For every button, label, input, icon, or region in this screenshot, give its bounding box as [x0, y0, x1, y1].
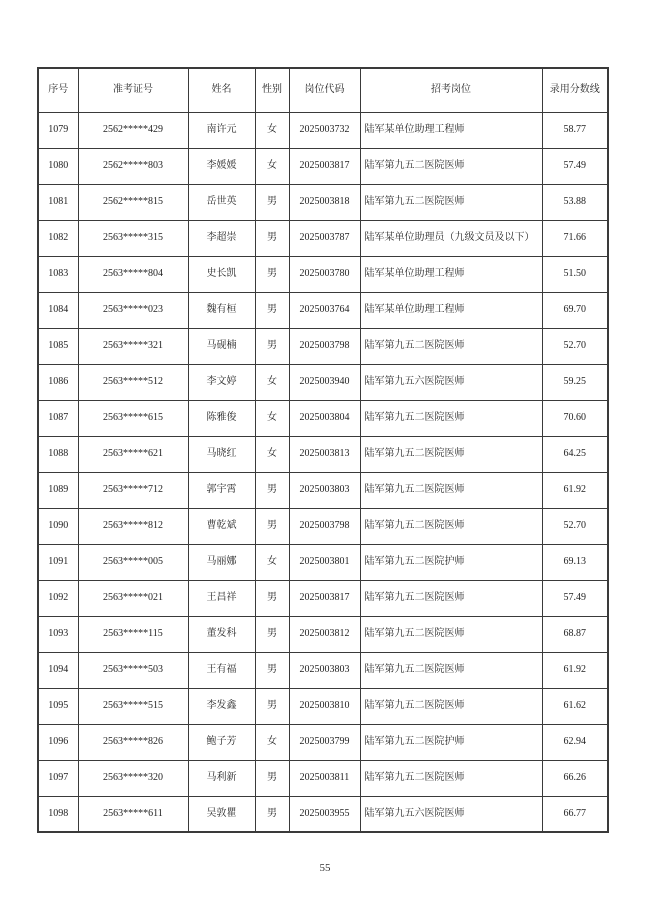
cell-seq: 1094 [38, 652, 78, 688]
cell-name: 马丽娜 [188, 544, 255, 580]
cell-position: 陆军第九五二医院医师 [360, 580, 542, 616]
cell-seq: 1082 [38, 220, 78, 256]
cell-score-line: 70.60 [542, 400, 608, 436]
cell-score-line: 66.77 [542, 796, 608, 832]
cell-seq: 1079 [38, 112, 78, 148]
cell-exam-id: 2563*****611 [78, 796, 188, 832]
cell-position: 陆军第九五二医院护师 [360, 724, 542, 760]
cell-position-code: 2025003764 [289, 292, 360, 328]
cell-seq: 1096 [38, 724, 78, 760]
cell-score-line: 58.77 [542, 112, 608, 148]
cell-name: 史长凯 [188, 256, 255, 292]
cell-exam-id: 2563*****621 [78, 436, 188, 472]
cell-gender: 男 [255, 796, 289, 832]
cell-exam-id: 2563*****826 [78, 724, 188, 760]
cell-seq: 1092 [38, 580, 78, 616]
table-row [38, 400, 608, 436]
cell-score-line: 69.70 [542, 292, 608, 328]
cell-position-code: 2025003817 [289, 148, 360, 184]
cell-position-code: 2025003803 [289, 472, 360, 508]
cell-seq: 1090 [38, 508, 78, 544]
table-row [38, 544, 608, 580]
table-row [38, 364, 608, 400]
cell-seq: 1091 [38, 544, 78, 580]
cell-exam-id: 2563*****320 [78, 760, 188, 796]
cell-name: 马利新 [188, 760, 255, 796]
cell-position-code: 2025003799 [289, 724, 360, 760]
header-cell-position-code: 岗位代码 [289, 68, 360, 112]
table-row [38, 328, 608, 364]
cell-name: 魏有桓 [188, 292, 255, 328]
cell-name: 曹乾斌 [188, 508, 255, 544]
cell-score-line: 57.49 [542, 580, 608, 616]
table-row [38, 436, 608, 472]
cell-exam-id: 2563*****812 [78, 508, 188, 544]
cell-position: 陆军第九五二医院医师 [360, 760, 542, 796]
cell-score-line: 66.26 [542, 760, 608, 796]
cell-exam-id: 2563*****023 [78, 292, 188, 328]
cell-position-code: 2025003817 [289, 580, 360, 616]
header-cell-exam-id: 准考证号 [78, 68, 188, 112]
cell-exam-id: 2563*****005 [78, 544, 188, 580]
cell-score-line: 61.62 [542, 688, 608, 724]
cell-score-line: 51.50 [542, 256, 608, 292]
header-cell-name: 姓名 [188, 68, 255, 112]
cell-position: 陆军第九五二医院护师 [360, 544, 542, 580]
cell-exam-id: 2563*****804 [78, 256, 188, 292]
cell-exam-id: 2563*****321 [78, 328, 188, 364]
table-row [38, 724, 608, 760]
table-row [38, 580, 608, 616]
cell-gender: 男 [255, 652, 289, 688]
table-header-row [38, 68, 608, 112]
cell-exam-id: 2562*****803 [78, 148, 188, 184]
table-row [38, 508, 608, 544]
cell-position-code: 2025003812 [289, 616, 360, 652]
cell-position-code: 2025003798 [289, 508, 360, 544]
header-cell-score-line: 录用分数线 [542, 68, 608, 112]
cell-gender: 女 [255, 400, 289, 436]
cell-gender: 男 [255, 508, 289, 544]
cell-gender: 女 [255, 724, 289, 760]
cell-gender: 女 [255, 148, 289, 184]
cell-position-code: 2025003804 [289, 400, 360, 436]
cell-exam-id: 2563*****021 [78, 580, 188, 616]
cell-exam-id: 2563*****512 [78, 364, 188, 400]
cell-position: 陆军某单位助理工程师 [360, 256, 542, 292]
cell-name: 陈雅俊 [188, 400, 255, 436]
cell-position: 陆军第九五二医院医师 [360, 616, 542, 652]
table-row [38, 292, 608, 328]
cell-name: 李媛媛 [188, 148, 255, 184]
cell-position: 陆军某单位助理工程师 [360, 112, 542, 148]
cell-gender: 女 [255, 364, 289, 400]
cell-score-line: 53.88 [542, 184, 608, 220]
cell-score-line: 61.92 [542, 652, 608, 688]
cell-name: 马晓红 [188, 436, 255, 472]
cell-position-code: 2025003940 [289, 364, 360, 400]
cell-score-line: 62.94 [542, 724, 608, 760]
table-row [38, 112, 608, 148]
cell-position-code: 2025003798 [289, 328, 360, 364]
cell-gender: 女 [255, 112, 289, 148]
page-number: 55 [319, 862, 331, 874]
table-row [38, 652, 608, 688]
cell-seq: 1087 [38, 400, 78, 436]
table-row [38, 472, 608, 508]
cell-exam-id: 2563*****712 [78, 472, 188, 508]
cell-gender: 女 [255, 544, 289, 580]
header-row [38, 68, 608, 112]
cell-position-code: 2025003818 [289, 184, 360, 220]
cell-name: 李超崇 [188, 220, 255, 256]
cell-seq: 1098 [38, 796, 78, 832]
cell-position: 陆军第九五六医院医师 [360, 796, 542, 832]
table-row [38, 616, 608, 652]
cell-position-code: 2025003732 [289, 112, 360, 148]
cell-seq: 1095 [38, 688, 78, 724]
header-cell-position: 招考岗位 [360, 68, 542, 112]
cell-name: 郭宇霄 [188, 472, 255, 508]
cell-gender: 男 [255, 220, 289, 256]
cell-gender: 男 [255, 688, 289, 724]
cell-seq: 1080 [38, 148, 78, 184]
table-row [38, 688, 608, 724]
cell-position-code: 2025003810 [289, 688, 360, 724]
cell-score-line: 71.66 [542, 220, 608, 256]
cell-name: 南许元 [188, 112, 255, 148]
cell-seq: 1088 [38, 436, 78, 472]
cell-name: 李文婷 [188, 364, 255, 400]
table-row [38, 760, 608, 796]
cell-score-line: 57.49 [542, 148, 608, 184]
cell-name: 王有福 [188, 652, 255, 688]
cell-exam-id: 2562*****815 [78, 184, 188, 220]
cell-gender: 男 [255, 292, 289, 328]
cell-position: 陆军某单位助理员（九级文员及以下） [360, 220, 542, 256]
table-row [38, 256, 608, 292]
table-row [38, 796, 608, 832]
cell-gender: 男 [255, 472, 289, 508]
cell-seq: 1089 [38, 472, 78, 508]
cell-seq: 1083 [38, 256, 78, 292]
cell-position: 陆军第九五六医院医师 [360, 364, 542, 400]
cell-position-code: 2025003811 [289, 760, 360, 796]
cell-score-line: 69.13 [542, 544, 608, 580]
cell-gender: 男 [255, 256, 289, 292]
cell-exam-id: 2563*****615 [78, 400, 188, 436]
cell-seq: 1097 [38, 760, 78, 796]
cell-exam-id: 2563*****515 [78, 688, 188, 724]
cell-gender: 男 [255, 328, 289, 364]
cell-name: 吴敦瞿 [188, 796, 255, 832]
cell-gender: 女 [255, 436, 289, 472]
cell-score-line: 64.25 [542, 436, 608, 472]
cell-gender: 男 [255, 616, 289, 652]
cell-score-line: 61.92 [542, 472, 608, 508]
cell-name: 李发鑫 [188, 688, 255, 724]
cell-position: 陆军第九五二医院医师 [360, 652, 542, 688]
table-row [38, 220, 608, 256]
cell-position: 陆军第九五二医院医师 [360, 472, 542, 508]
cell-position-code: 2025003803 [289, 652, 360, 688]
header-cell-gender: 性别 [255, 68, 289, 112]
cell-position: 陆军第九五二医院医师 [360, 436, 542, 472]
cell-name: 董发科 [188, 616, 255, 652]
cell-gender: 男 [255, 580, 289, 616]
cell-position: 陆军第九五二医院医师 [360, 688, 542, 724]
table-row [38, 184, 608, 220]
cell-position: 陆军第九五二医院医师 [360, 148, 542, 184]
cell-score-line: 68.87 [542, 616, 608, 652]
cell-position: 陆军第九五二医院医师 [360, 184, 542, 220]
table-body [38, 112, 608, 832]
cell-seq: 1093 [38, 616, 78, 652]
header-cell-seq: 序号 [38, 68, 78, 112]
cell-position: 陆军第九五二医院医师 [360, 328, 542, 364]
cell-exam-id: 2563*****315 [78, 220, 188, 256]
cell-seq: 1081 [38, 184, 78, 220]
cell-name: 鲍子芳 [188, 724, 255, 760]
cell-exam-id: 2562*****429 [78, 112, 188, 148]
cell-score-line: 59.25 [542, 364, 608, 400]
cell-gender: 男 [255, 184, 289, 220]
cell-position-code: 2025003801 [289, 544, 360, 580]
cell-position-code: 2025003955 [289, 796, 360, 832]
cell-score-line: 52.70 [542, 508, 608, 544]
cell-position: 陆军第九五二医院医师 [360, 508, 542, 544]
cell-seq: 1086 [38, 364, 78, 400]
cell-exam-id: 2563*****115 [78, 616, 188, 652]
cell-gender: 男 [255, 760, 289, 796]
cell-position: 陆军第九五二医院医师 [360, 400, 542, 436]
cell-position-code: 2025003780 [289, 256, 360, 292]
cell-seq: 1085 [38, 328, 78, 364]
cell-name: 岳世英 [188, 184, 255, 220]
recruitment-score-table [37, 67, 609, 833]
cell-score-line: 52.70 [542, 328, 608, 364]
cell-seq: 1084 [38, 292, 78, 328]
cell-position: 陆军某单位助理工程师 [360, 292, 542, 328]
cell-position-code: 2025003787 [289, 220, 360, 256]
cell-exam-id: 2563*****503 [78, 652, 188, 688]
cell-position-code: 2025003813 [289, 436, 360, 472]
table-row [38, 148, 608, 184]
cell-name: 马砚楠 [188, 328, 255, 364]
cell-name: 王昌祥 [188, 580, 255, 616]
